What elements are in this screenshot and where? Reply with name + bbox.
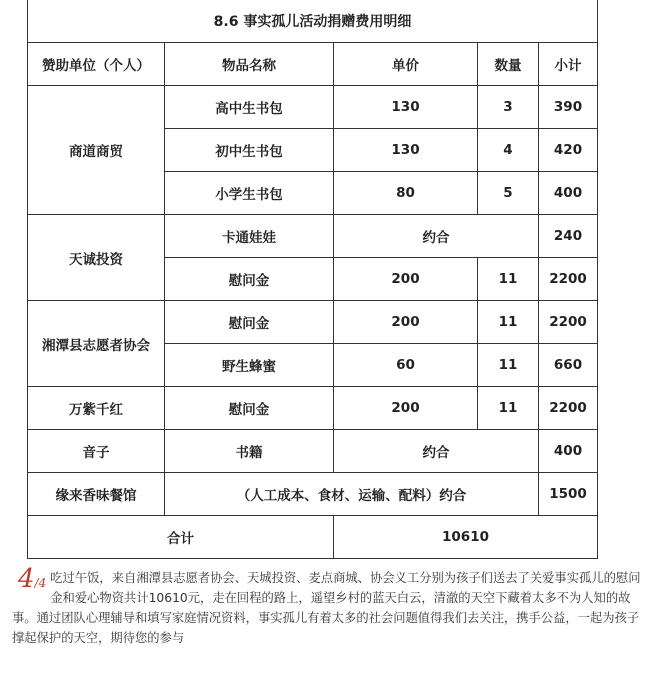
sponsor-cell: 天诚投资: [28, 215, 165, 301]
price-cell: 80: [334, 172, 478, 215]
price-cell: 200: [334, 258, 478, 301]
item-cell: 初中生书包: [165, 129, 334, 172]
subtotal-cell: 660: [539, 344, 598, 387]
sponsor-cell: 音子: [28, 430, 165, 473]
qty-cell: 5: [478, 172, 539, 215]
price-cell: 130: [334, 129, 478, 172]
item-description-cell: （人工成本、食材、运输、配料）约合: [165, 473, 539, 516]
header-price: 单价: [334, 43, 478, 86]
table-row: [28, 473, 598, 516]
qty-cell: 11: [478, 387, 539, 430]
sponsor-cell: 万紫千红: [28, 387, 165, 430]
sponsor-cell: 商道商贸: [28, 86, 165, 215]
item-cell: 高中生书包: [165, 86, 334, 129]
qty-cell: 4: [478, 129, 539, 172]
price-qty-cell: 约合: [334, 215, 539, 258]
item-cell: 小学生书包: [165, 172, 334, 215]
subtotal-cell: 390: [539, 86, 598, 129]
subtotal-cell: 400: [539, 430, 598, 473]
paragraph-text: 吃过午饭，来自湘潭县志愿者协会、天城投资、麦点商城、协会义工分别为孩子们送去了关爱事实孤儿的慰问金和爱心物资共计10610元，走在回程的路上，遥望乡村的蓝天白云，清澈的天空下藏着太多不为人知的故事。通过团队心理辅导和填写家庭情况资料，事实孤儿有着太多的社会问题值得我们去关注，携手公益，一起为孩子撑起保护的天空，期待您的参与: [12, 571, 641, 645]
subtotal-cell: 240: [539, 215, 598, 258]
price-cell: 200: [334, 301, 478, 344]
total-row: [28, 516, 598, 559]
table-row: [28, 387, 598, 430]
donation-table: [27, 0, 598, 559]
donation-table-container: [27, 0, 597, 559]
item-cell: 慰问金: [165, 301, 334, 344]
qty-cell: 11: [478, 258, 539, 301]
subtotal-cell: 2200: [539, 258, 598, 301]
table-row: [28, 86, 598, 129]
subtotal-cell: 2200: [539, 301, 598, 344]
sponsor-cell: 缘来香味餐馆: [28, 473, 165, 516]
price-cell: 60: [334, 344, 478, 387]
page-indicator: [18, 566, 46, 596]
qty-cell: 11: [478, 301, 539, 344]
sponsor-cell: 湘潭县志愿者协会: [28, 301, 165, 387]
header-sponsor: 赞助单位（个人）: [28, 43, 165, 86]
subtotal-cell: 420: [539, 129, 598, 172]
total-label: 合计: [28, 516, 334, 559]
price-cell: 130: [334, 86, 478, 129]
qty-cell: 11: [478, 344, 539, 387]
subtotal-cell: 2200: [539, 387, 598, 430]
table-row: [28, 301, 598, 344]
item-cell: 慰问金: [165, 387, 334, 430]
item-cell: 卡通娃娃: [165, 215, 334, 258]
page-total: /4: [34, 576, 47, 590]
header-subtotal: 小计: [539, 43, 598, 86]
item-cell: 书籍: [165, 430, 334, 473]
table-row: [28, 215, 598, 258]
article-paragraph: [12, 564, 642, 648]
item-cell: 野生蜂蜜: [165, 344, 334, 387]
subtotal-cell: 400: [539, 172, 598, 215]
header-item: 物品名称: [165, 43, 334, 86]
price-qty-cell: 约合: [334, 430, 539, 473]
header-qty: 数量: [478, 43, 539, 86]
page-number: 4: [18, 564, 35, 594]
item-cell: 慰问金: [165, 258, 334, 301]
table-title: 8.6 事实孤儿活动捐赠费用明细: [28, 0, 598, 43]
table-row: [28, 430, 598, 473]
price-cell: 200: [334, 387, 478, 430]
qty-cell: 3: [478, 86, 539, 129]
subtotal-cell: 1500: [539, 473, 598, 516]
total-value: 10610: [334, 516, 598, 559]
